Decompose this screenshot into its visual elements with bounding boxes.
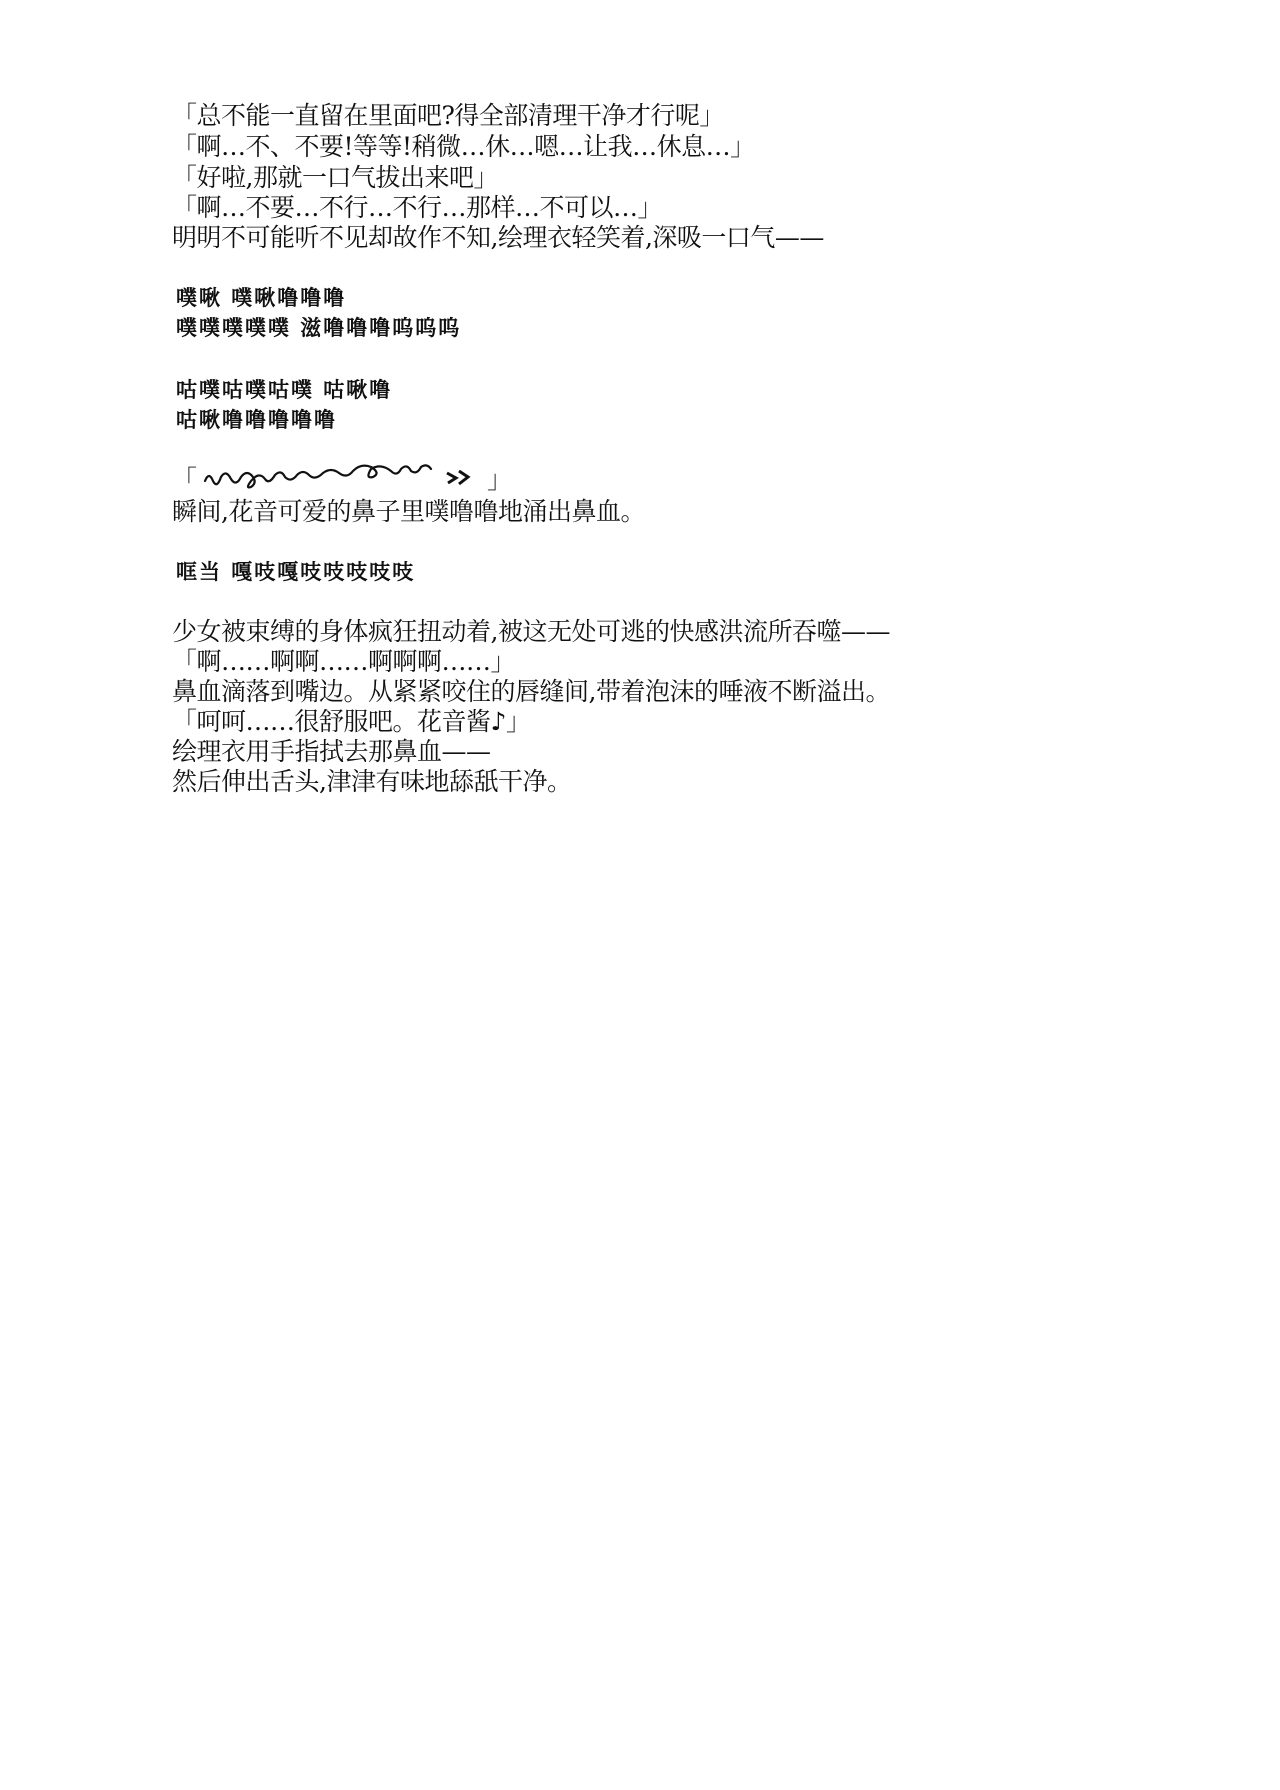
dialogue-line: 「呵呵……很舒服吧。花音酱♪」 (172, 707, 531, 736)
sound-effect: 哐当 嘎吱嘎吱吱吱吱吱 (176, 560, 416, 584)
squiggle-moan (172, 461, 512, 495)
dialogue-line: 「好啦,那就一口气拔出来吧」 (172, 163, 498, 192)
narration-line: 绘理衣用手指拭去那鼻血—— (172, 737, 491, 766)
squiggle-line-icon (197, 461, 487, 495)
sound-effect: 噗啾 噗啾噜噜噜 (176, 286, 347, 310)
narration-line: 少女被束缚的身体疯狂扭动着,被这无处可逃的快感洪流所吞噬—— (172, 617, 890, 646)
narration-line: 然后伸出舌头,津津有味地舔舐干净。 (172, 767, 572, 796)
dialogue-line: 「啊…不、不要!等等!稍微…休…嗯…让我…休息…」 (172, 132, 755, 161)
bracket-open: 「 (172, 465, 198, 494)
narration-line: 明明不可能听不见却故作不知,绘理衣轻笑着,深吸一口气—— (172, 223, 824, 252)
sound-effect: 咕噗咕噗咕噗 咕啾噜 (176, 378, 393, 402)
sound-effect: 咕啾噜噜噜噜噜 (176, 408, 337, 432)
dialogue-line: 「啊…不要…不行…不行…那样…不可以…」 (172, 193, 663, 222)
dialogue-line: 「啊……啊啊……啊啊啊……」 (172, 647, 516, 676)
bracket-close: 」 (487, 465, 513, 494)
narration-line: 瞬间,花音可爱的鼻子里噗噜噜地涌出鼻血。 (172, 497, 645, 526)
narration-line: 鼻血滴落到嘴边。从紧紧咬住的唇缝间,带着泡沫的唾液不断溢出。 (172, 677, 890, 706)
dialogue-line: 「总不能一直留在里面吧?得全部清理干净才行呢」 (172, 101, 724, 130)
sound-effect: 噗噗噗噗噗 滋噜噜噜呜呜呜 (176, 316, 462, 340)
